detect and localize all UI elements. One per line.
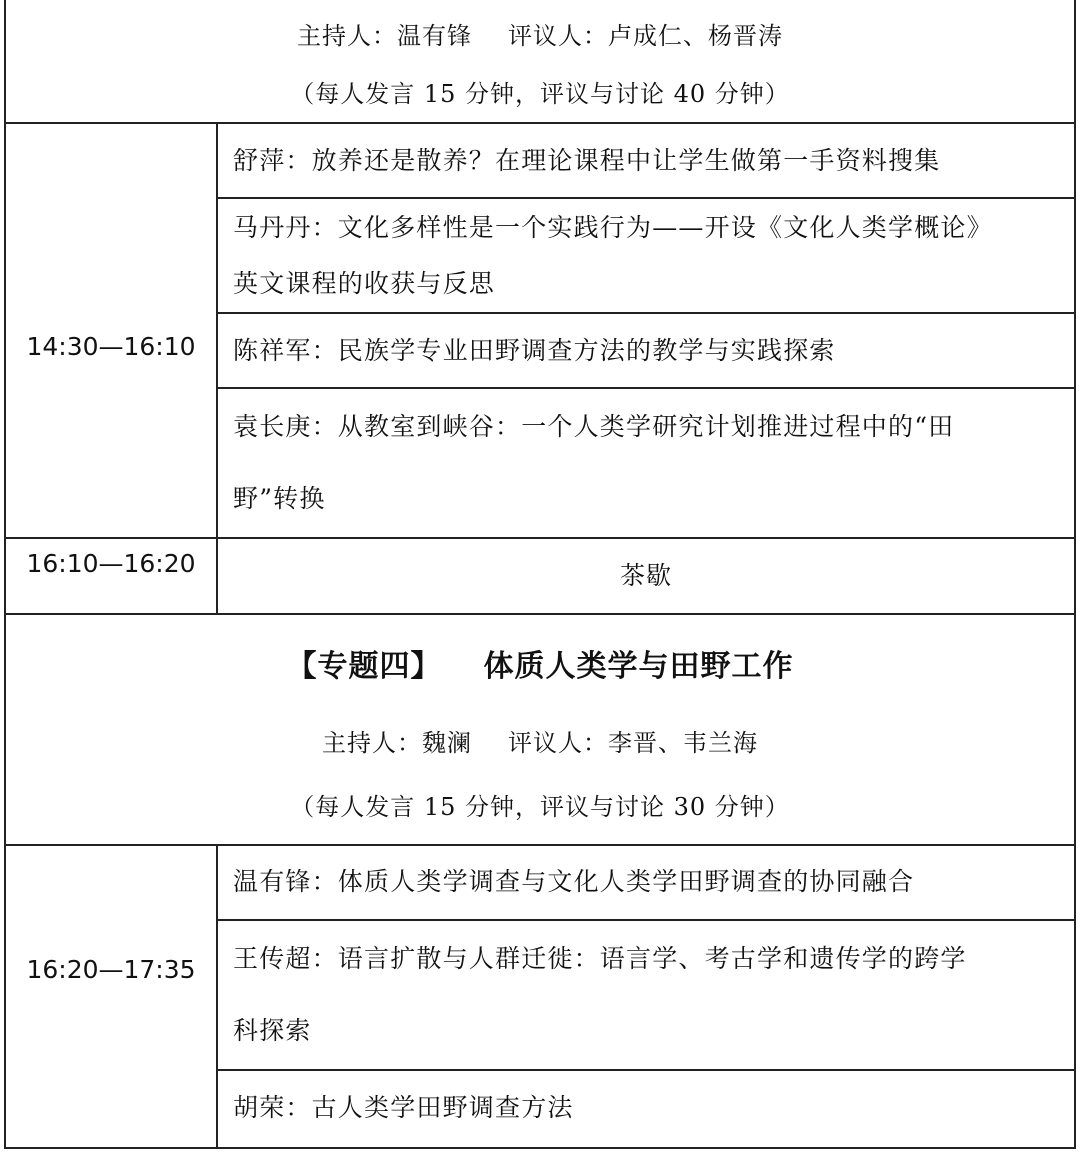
talk-line: 马丹丹：文化多样性是一个实践行为——开设《文化人类学概论》 [233, 213, 993, 242]
time-slot: 14:30—16:10 [26, 332, 196, 361]
topic-title [6, 647, 1074, 687]
time-cell [6, 846, 218, 1149]
host-line [6, 727, 1074, 759]
talk-line: 胡荣：古人类学田野调查方法 [233, 1093, 574, 1122]
break-cell [218, 539, 1074, 613]
topic-name: 体质人类学与田野工作 [483, 649, 794, 684]
talk-line: 英文课程的收获与反思 [233, 269, 496, 298]
time-slot: 16:10—16:20 [26, 549, 196, 578]
session-header [6, 0, 1074, 124]
talk-item [218, 199, 1074, 314]
session-block [6, 124, 1074, 539]
break-label: 茶歇 [619, 561, 672, 590]
time-cell [6, 539, 218, 613]
host-name: 温有锋 [397, 22, 472, 50]
topic-number: 【专题四】 [286, 649, 442, 684]
time-slot: 16:20—17:35 [26, 955, 196, 984]
talk-line: 科探索 [233, 1016, 312, 1045]
host-line [6, 20, 1074, 52]
talk-list [218, 846, 1074, 1149]
talk-item [218, 314, 1074, 389]
talk-item [218, 846, 1074, 921]
talk-item [218, 389, 1074, 539]
host-label: 主持人： [297, 22, 397, 50]
time-cell [6, 124, 218, 537]
session-rule: （每人发言 15 分钟，评议与讨论 40 分钟） [290, 80, 790, 108]
break-row [6, 539, 1074, 615]
talk-item [218, 124, 1074, 199]
session-rule: （每人发言 15 分钟，评议与讨论 30 分钟） [290, 793, 790, 821]
host-name: 魏澜 [422, 729, 472, 757]
topic-header [6, 615, 1074, 846]
talk-line: 袁长庚：从教室到峡谷：一个人类学研究计划推进过程中的“田 [233, 412, 955, 441]
schedule-table [4, 0, 1076, 1149]
reviewer-label: 评议人： [508, 729, 608, 757]
host-label: 主持人： [322, 729, 422, 757]
session-block [6, 846, 1074, 1149]
reviewer-label: 评议人： [508, 22, 608, 50]
talk-line: 王传超：语言扩散与人群迁徙：语言学、考古学和遗传学的跨学 [233, 944, 967, 973]
talk-line: 野”转换 [233, 484, 326, 513]
talk-item [218, 1071, 1074, 1149]
talk-line: 陈祥军：民族学专业田野调查方法的教学与实践探索 [233, 336, 836, 365]
talk-list [218, 124, 1074, 537]
talk-line: 舒萍：放养还是散养？在理论课程中让学生做第一手资料搜集 [233, 146, 941, 175]
talk-line: 温有锋：体质人类学调查与文化人类学田野调查的协同融合 [233, 867, 915, 896]
reviewer-names: 卢成仁、杨晋涛 [608, 22, 783, 50]
reviewer-names: 李晋、韦兰海 [608, 729, 758, 757]
talk-item [218, 921, 1074, 1071]
